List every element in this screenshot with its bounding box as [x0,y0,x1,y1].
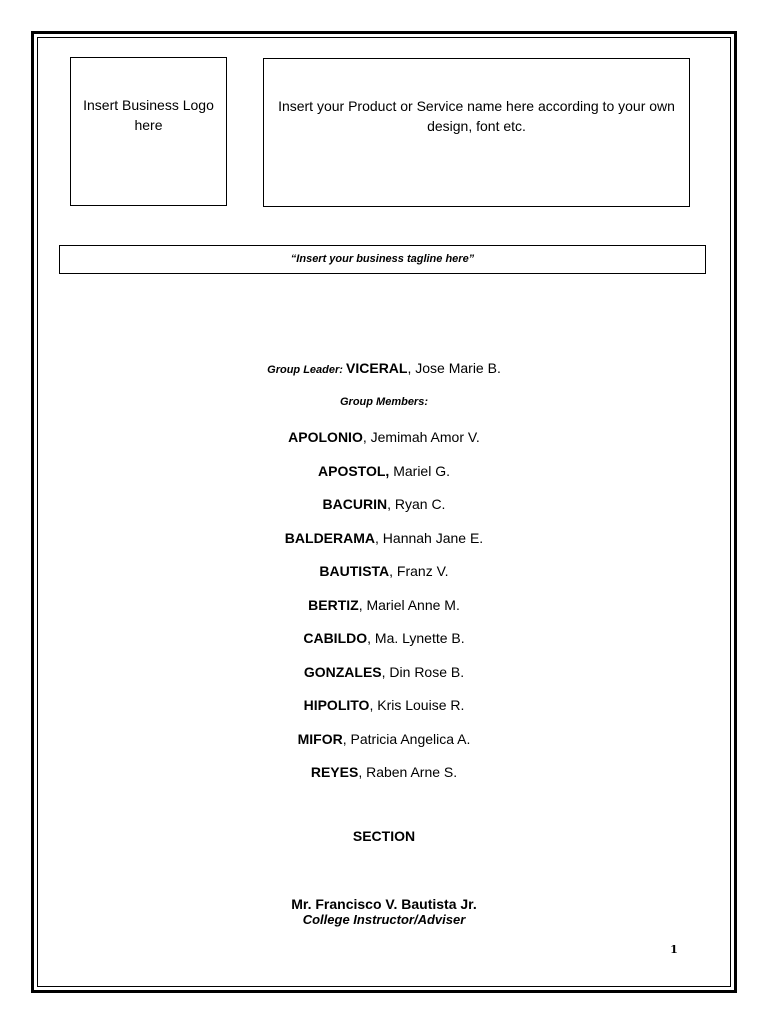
adviser-role: College Instructor/Adviser [302,912,466,927]
product-name-placeholder-text: Insert your Product or Service name here according to your own design, font etc. [278,98,675,134]
member-last-name: HIPOLITO [303,697,370,713]
member-last-name: GONZALES [303,663,382,680]
tagline-text: “Insert your business tagline here” [290,253,475,265]
member-last-name: APOSTOL, [318,462,390,479]
member-last-name: BAUTISTA [319,563,390,579]
member-rest-name: , Raben Arne S. [358,764,458,780]
member-list [0,426,768,795]
member-item [0,661,768,695]
member-last-name: REYES [310,764,359,780]
member-item [0,761,768,795]
member-item [0,627,768,661]
member-rest-name: , Franz V. [389,563,449,579]
member-rest-name: , Ryan C. [387,496,446,512]
member-last-name: APOLONIO [288,429,363,445]
member-rest-name: , Kris Louise R. [369,697,465,713]
group-leader-rest-name: , Jose Marie B. [407,360,501,376]
group-leader-line [0,360,768,376]
group-members-label: Group Members [339,396,425,408]
group-leader-separator: : [339,364,347,376]
member-rest-name: , Jemimah Amor V. [362,429,480,445]
member-rest-name: , Hannah Jane E. [375,529,484,546]
adviser-name: Mr. Francisco V. Bautista Jr. [291,896,477,912]
member-last-name: BERTIZ [308,596,359,613]
member-item [0,728,768,762]
logo-placeholder-box [70,57,227,206]
member-item [0,594,768,628]
member-last-name: BACURIN [322,496,388,512]
group-members-heading [0,396,768,408]
tagline-box [59,245,706,274]
group-members-separator: : [424,396,429,408]
member-item [0,527,768,561]
member-item [0,493,768,527]
member-item [0,426,768,460]
member-rest-name: Mariel G. [389,462,450,479]
product-name-placeholder-box [263,58,690,207]
group-leader-last-name: VICERAL [346,360,408,376]
member-rest-name: , Mariel Anne M. [358,596,460,613]
member-item [0,694,768,728]
member-rest-name: , Ma. Lynette B. [367,630,465,646]
logo-placeholder-text: Insert Business Logo here [83,97,214,133]
member-rest-name: , Din Rose B. [381,663,465,680]
member-last-name: MIFOR [297,730,343,747]
member-last-name: BALDERAMA [284,529,376,546]
section-label: SECTION [352,828,416,844]
member-rest-name: , Patricia Angelica A. [342,730,471,747]
page-number: 1 [670,943,678,956]
member-item [0,460,768,494]
member-item [0,560,768,594]
group-leader-label: Group Leader [267,364,340,376]
member-last-name: CABILDO [303,630,368,646]
